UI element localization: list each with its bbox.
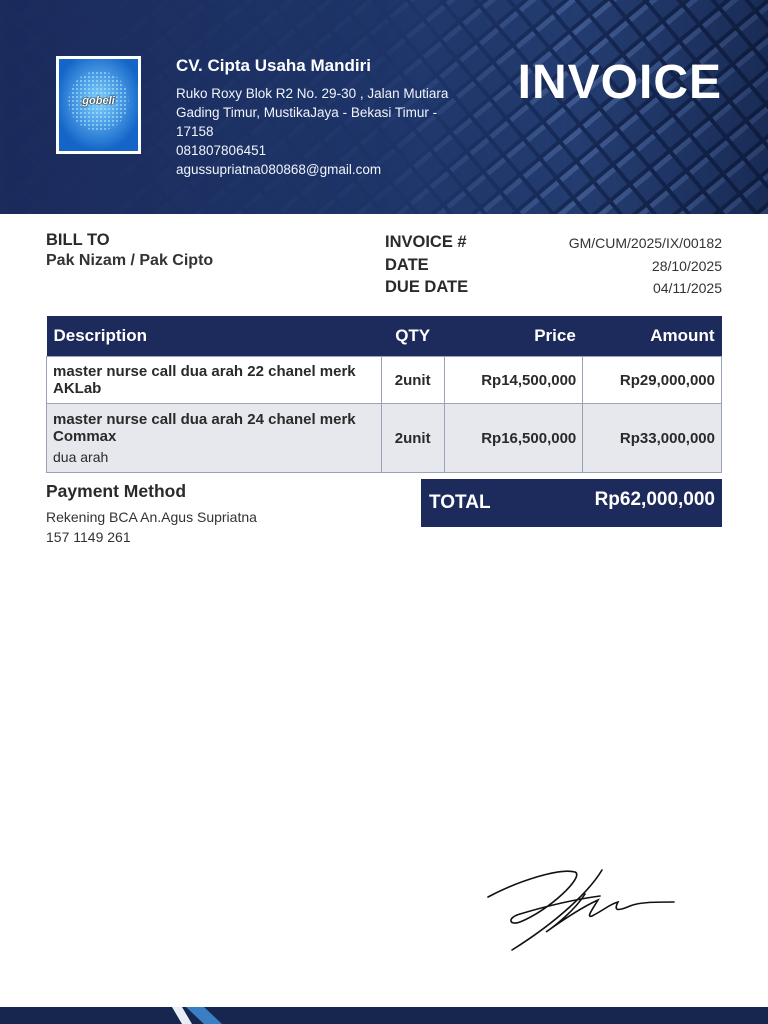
due-date-label: DUE DATE <box>385 278 469 296</box>
company-phone: 081807806451 <box>176 143 267 158</box>
date-label: DATE <box>385 255 429 274</box>
item-note: dua arah <box>53 449 109 465</box>
footer-bar <box>0 1007 768 1024</box>
total-box <box>421 479 722 527</box>
header-price: Price <box>444 316 583 357</box>
due-date-value: 04/11/2025 <box>652 280 722 296</box>
bill-to <box>46 231 213 272</box>
total-value: Rp62,000,000 <box>594 489 715 510</box>
company-address-line: Gading Timur, MustikaJaya - Bekasi Timur - <box>176 105 438 120</box>
invoice-number-value: GM/CUM/2025/IX/00182 <box>568 235 722 251</box>
item-description: master nurse call dua arah 24 chanel merk Commax <box>53 411 356 445</box>
invoice-header <box>0 0 768 214</box>
invoice-meta-labels <box>385 231 468 299</box>
total-label: TOTAL <box>429 492 491 513</box>
header-qty: QTY <box>381 316 444 357</box>
company-logo <box>56 56 141 154</box>
company-email: agussupriatna080868@gmail.com <box>176 162 382 177</box>
company-address-line: Ruko Roxy Blok R2 No. 29-30 , Jalan Mutiara <box>176 86 449 101</box>
items-table <box>46 316 722 473</box>
header-amount: Amount <box>583 316 722 357</box>
bill-to-label: BILL TO <box>46 231 110 249</box>
item-amount: Rp33,000,000 <box>583 404 722 473</box>
signature <box>480 860 680 955</box>
company-name: CV. Cipta Usaha Mandiri <box>176 56 371 75</box>
company-info <box>176 56 476 179</box>
payment-bank: Rekening BCA An.Agus Supriatna <box>46 509 257 525</box>
item-price: Rp16,500,000 <box>444 404 583 473</box>
date-value: 28/10/2025 <box>651 257 722 274</box>
item-qty: 2unit <box>381 404 444 473</box>
logo-text: gobeli <box>82 95 115 107</box>
item-description-cell <box>47 357 382 404</box>
invoice-number-label: INVOICE # <box>385 233 467 251</box>
payment-method <box>46 481 257 547</box>
item-description: master nurse call dua arah 22 chanel merk AKLab <box>53 363 356 397</box>
company-address-line: 17158 <box>176 124 214 139</box>
table-row <box>47 404 722 473</box>
item-description-cell <box>47 404 382 473</box>
header-description: Description <box>47 316 382 357</box>
table-header-row <box>47 316 722 357</box>
payment-account-number: 157 1149 261 <box>46 529 131 545</box>
bill-to-name: Pak Nizam / Pak Cipto <box>46 252 214 269</box>
table-row <box>47 357 722 404</box>
invoice-title: INVOICE <box>517 56 722 109</box>
item-qty: 2unit <box>381 357 444 404</box>
item-price: Rp14,500,000 <box>444 357 583 404</box>
item-amount: Rp29,000,000 <box>583 357 722 404</box>
invoice-meta-values <box>569 232 722 300</box>
footer-accent <box>0 1007 768 1024</box>
payment-title: Payment Method <box>46 481 187 501</box>
